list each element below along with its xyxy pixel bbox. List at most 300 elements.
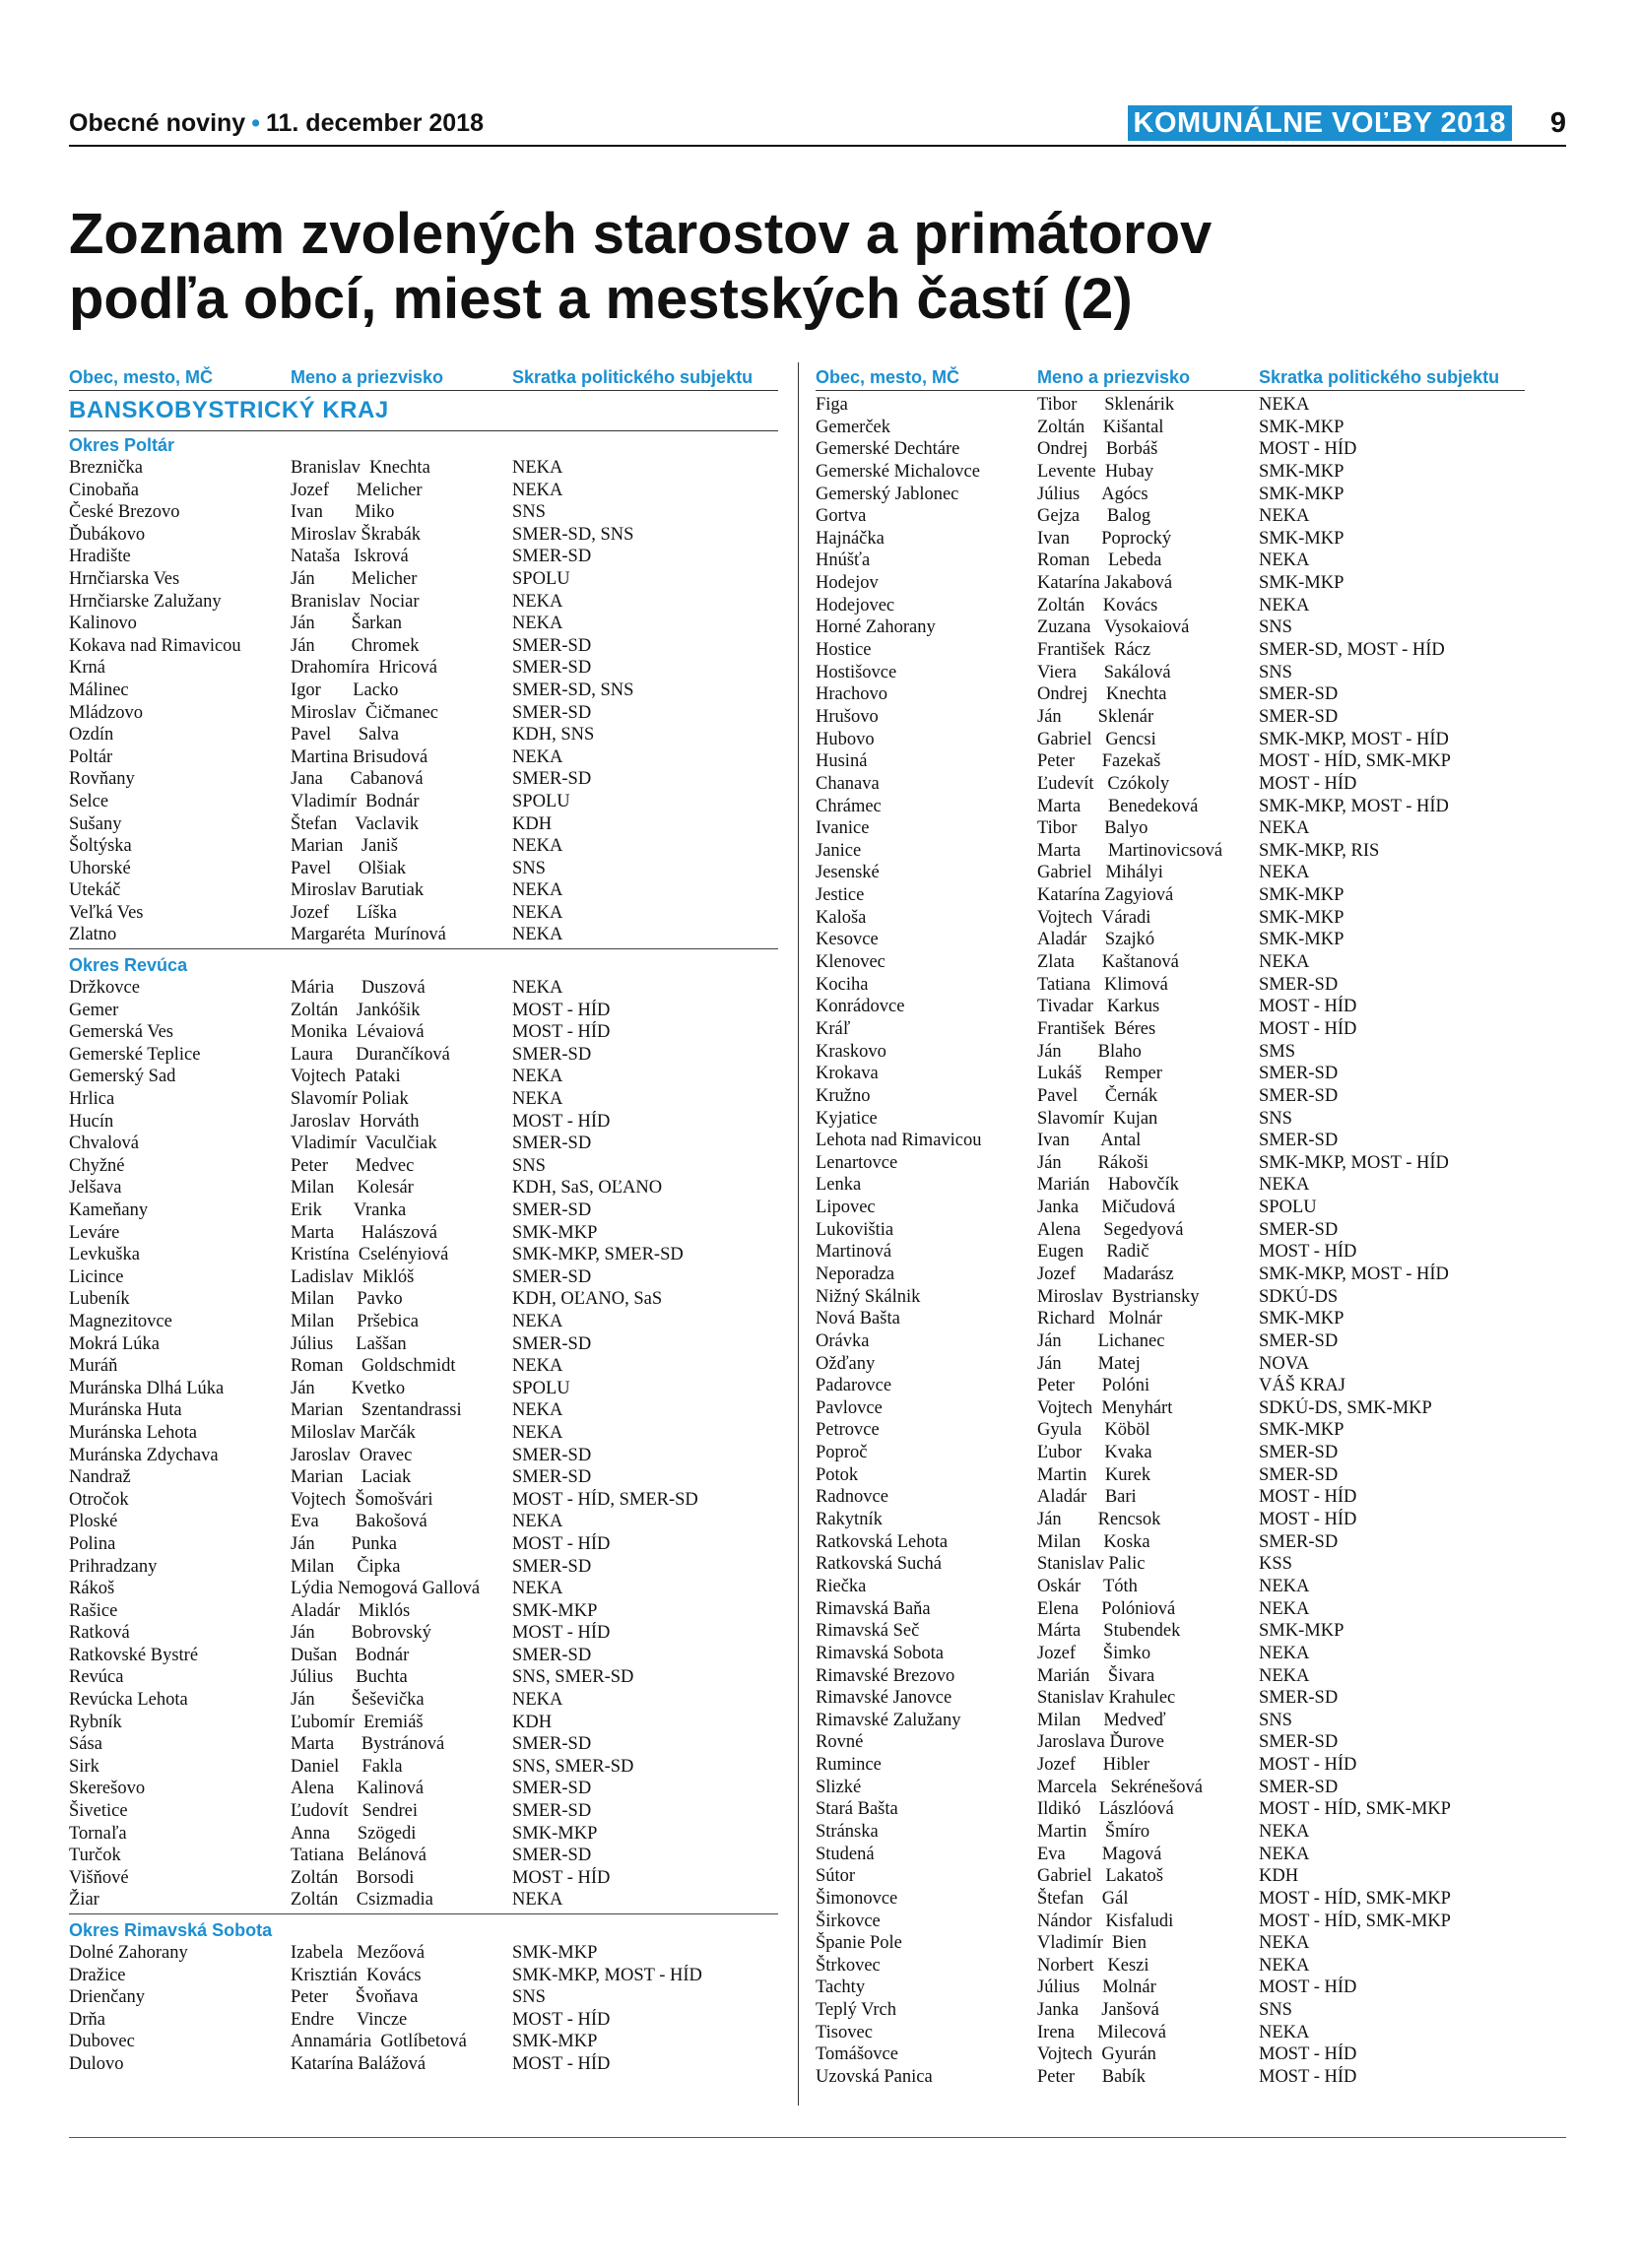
cell-obec: Levkuška bbox=[69, 1245, 140, 1265]
table-row bbox=[816, 1197, 1525, 1219]
title-line-2: podľa obcí, miest a mestských častí (2) bbox=[69, 267, 1133, 331]
table-row bbox=[816, 974, 1525, 997]
cell-skratka: SMK-MKP bbox=[512, 1600, 598, 1621]
table-row bbox=[69, 1578, 778, 1600]
table-row bbox=[816, 840, 1525, 863]
cell-meno: Zlata Kaštanová bbox=[1037, 952, 1179, 973]
cell-meno: Endre Vincze bbox=[291, 2009, 408, 2030]
table-row bbox=[816, 438, 1525, 461]
table-row bbox=[69, 1645, 778, 1667]
cell-obec: Hubovo bbox=[816, 729, 875, 749]
cell-obec: Lenartovce bbox=[816, 1152, 898, 1173]
table-row bbox=[69, 1266, 778, 1289]
table-row bbox=[69, 1000, 778, 1022]
table-row bbox=[816, 1397, 1525, 1420]
cell-meno: Ján Blaho bbox=[1037, 1041, 1142, 1062]
cell-meno: Martina Brisudová bbox=[291, 746, 428, 767]
cell-obec: Zlatno bbox=[69, 925, 117, 945]
cell-meno: Vladimír Bodnár bbox=[291, 791, 420, 811]
table-row bbox=[69, 1021, 778, 1044]
cell-skratka: NEKA bbox=[512, 1512, 563, 1532]
cell-skratka: SMER-SD bbox=[512, 769, 592, 790]
cell-obec: Husiná bbox=[816, 751, 868, 772]
table-row bbox=[69, 1942, 778, 1965]
table-row bbox=[816, 1754, 1525, 1777]
cell-meno: Katarína Jakabová bbox=[1037, 573, 1173, 594]
cell-obec: Slizké bbox=[816, 1777, 862, 1797]
cell-skratka: NEKA bbox=[512, 1579, 563, 1599]
table-row bbox=[69, 1533, 778, 1556]
cell-skratka: MOST - HÍD, SMK-MKP bbox=[1259, 1888, 1451, 1909]
table-row bbox=[816, 616, 1525, 639]
cell-obec: Rakytník bbox=[816, 1510, 883, 1530]
cell-skratka: SPOLU bbox=[512, 791, 570, 811]
cell-obec: Petrovce bbox=[816, 1420, 880, 1441]
cell-obec: Nižný Skálnik bbox=[816, 1286, 921, 1307]
table-row bbox=[816, 1643, 1525, 1665]
table-row bbox=[816, 1531, 1525, 1554]
table-row bbox=[69, 1311, 778, 1333]
table-row bbox=[69, 1199, 778, 1222]
table-row bbox=[816, 907, 1525, 930]
table-row bbox=[816, 773, 1525, 796]
cell-skratka: KDH bbox=[512, 813, 553, 834]
cell-skratka: SMER-SD bbox=[512, 1044, 592, 1065]
cell-meno: Ildikó Lászlóová bbox=[1037, 1799, 1174, 1820]
cell-obec: Nandraž bbox=[69, 1467, 131, 1488]
page-number: 9 bbox=[1549, 107, 1566, 139]
cell-skratka: MOST - HÍD bbox=[512, 1867, 611, 1888]
cell-meno: Roman Lebeda bbox=[1037, 551, 1162, 571]
left-column bbox=[69, 364, 778, 2082]
cell-meno: Ľubomír Eremiáš bbox=[291, 1712, 424, 1732]
cell-obec: Gemer bbox=[69, 1000, 119, 1020]
cell-meno: Martin Šmíro bbox=[1037, 1822, 1150, 1842]
cell-skratka: SMER-SD bbox=[1259, 1777, 1339, 1797]
cell-meno: Janka Janšová bbox=[1037, 2000, 1159, 2021]
table-row bbox=[69, 1823, 778, 1846]
table-row bbox=[69, 1800, 778, 1823]
table-row bbox=[816, 1553, 1525, 1576]
cell-obec: Prihradzany bbox=[69, 1556, 158, 1577]
district-group bbox=[69, 1918, 778, 2078]
header-obec-right: Obec, mesto, MČ bbox=[816, 367, 960, 387]
cell-meno: Slavomír Poliak bbox=[291, 1089, 409, 1110]
cell-obec: Klenovec bbox=[816, 952, 886, 973]
cell-meno: Irena Milecová bbox=[1037, 2022, 1166, 2042]
table-row bbox=[69, 1466, 778, 1489]
table-row bbox=[816, 1576, 1525, 1598]
cell-skratka: NEKA bbox=[512, 591, 563, 612]
header-meno: Meno a priezvisko bbox=[291, 367, 444, 387]
cell-obec: Rašice bbox=[69, 1600, 118, 1621]
cell-obec: Ďubákovo bbox=[69, 524, 146, 545]
table-row bbox=[69, 702, 778, 725]
cell-meno: Ivan Poprocký bbox=[1037, 528, 1172, 549]
cell-obec: Muránska Lehota bbox=[69, 1422, 197, 1443]
table-row bbox=[69, 1378, 778, 1400]
cell-skratka: MOST - HÍD bbox=[1259, 1487, 1357, 1508]
cell-meno: Jozef Hibler bbox=[1037, 1755, 1150, 1776]
cell-skratka: SMER-SD bbox=[512, 1266, 592, 1287]
cell-skratka: SPOLU bbox=[512, 568, 570, 589]
cell-skratka: MOST - HÍD bbox=[512, 1533, 611, 1554]
table-row bbox=[69, 1867, 778, 1890]
region-heading: BANSKOBYSTRICKÝ KRAJ bbox=[69, 391, 778, 431]
cell-skratka: NEKA bbox=[1259, 1598, 1310, 1619]
table-row bbox=[816, 796, 1525, 818]
cell-skratka: SMK-MKP bbox=[1259, 1621, 1345, 1642]
cell-meno: Aladár Szajkó bbox=[1037, 930, 1155, 950]
cell-obec: Sása bbox=[69, 1734, 102, 1755]
cell-skratka: NEKA bbox=[512, 1311, 563, 1331]
table-row bbox=[69, 1088, 778, 1111]
cell-skratka: MOST - HÍD bbox=[512, 1022, 611, 1043]
cell-meno: Anna Szögedi bbox=[291, 1823, 417, 1844]
cell-skratka: SNS, SMER-SD bbox=[512, 1667, 634, 1688]
cell-skratka: SMK-MKP, MOST - HÍD bbox=[1259, 796, 1449, 816]
cell-skratka: SMER-SD bbox=[512, 702, 592, 723]
cell-obec: Dubovec bbox=[69, 2032, 135, 2052]
district-heading: Okres Poltár bbox=[69, 435, 175, 455]
cell-meno: Margaréta Murínová bbox=[291, 925, 446, 945]
header-skratka: Skratka politického subjektu bbox=[512, 367, 754, 387]
table-row bbox=[816, 929, 1525, 951]
cell-skratka: MOST - HÍD bbox=[1259, 1018, 1357, 1039]
table-row bbox=[816, 461, 1525, 484]
cell-obec: Kesovce bbox=[816, 930, 879, 950]
cell-skratka: SMK-MKP bbox=[1259, 1309, 1345, 1329]
cell-obec: Sušany bbox=[69, 813, 122, 834]
table-row bbox=[816, 1308, 1525, 1330]
cell-skratka: NEKA bbox=[1259, 1643, 1310, 1663]
table-row bbox=[69, 1778, 778, 1800]
district-groups bbox=[69, 433, 778, 2078]
cell-skratka: SNS bbox=[1259, 1108, 1292, 1129]
cell-meno: Gabriel Gencsi bbox=[1037, 729, 1156, 749]
cell-skratka: NEKA bbox=[1259, 395, 1310, 415]
cell-obec: Ratkovské Bystré bbox=[69, 1645, 199, 1665]
cell-skratka: SMK-MKP, SMER-SD bbox=[512, 1245, 684, 1265]
cell-meno: Vladimír Bien bbox=[1037, 1933, 1147, 1954]
table-row bbox=[69, 613, 778, 635]
cell-obec: Hnúšťa bbox=[816, 551, 871, 571]
cell-obec: Magnezitovce bbox=[69, 1311, 172, 1331]
cell-meno: Miroslav Škrabák bbox=[291, 524, 422, 545]
cell-skratka: NEKA bbox=[1259, 1933, 1310, 1954]
cell-meno: František Béres bbox=[1037, 1018, 1156, 1039]
cell-skratka: SMK-MKP bbox=[512, 1943, 598, 1963]
cell-obec: Rovňany bbox=[69, 769, 135, 790]
cell-skratka: SMER-SD bbox=[512, 635, 592, 656]
table-row bbox=[816, 2022, 1525, 2044]
table-row bbox=[816, 1844, 1525, 1866]
cell-skratka: KDH, OĽANO, SaS bbox=[512, 1289, 663, 1310]
table-row bbox=[69, 568, 778, 591]
cell-obec: Breznička bbox=[69, 458, 143, 478]
table-row bbox=[816, 884, 1525, 907]
table-row bbox=[816, 1865, 1525, 1888]
cell-meno: Jaroslav Oravec bbox=[291, 1445, 413, 1465]
cell-obec: Ploské bbox=[69, 1512, 118, 1532]
table-row bbox=[816, 817, 1525, 840]
cell-obec: Padarovce bbox=[816, 1376, 892, 1396]
cell-meno: Alena Segedyová bbox=[1037, 1219, 1184, 1240]
cell-skratka: SMER-SD bbox=[1259, 1688, 1339, 1709]
table-row bbox=[69, 1422, 778, 1445]
cell-obec: Tornaľa bbox=[69, 1823, 127, 1844]
cell-skratka: MOST - HÍD bbox=[1259, 2044, 1357, 2065]
cell-skratka: SMS bbox=[1259, 1041, 1296, 1062]
cell-obec: Kaloša bbox=[816, 907, 867, 928]
cell-obec: Mokrá Lúka bbox=[69, 1333, 160, 1354]
table-row bbox=[816, 1798, 1525, 1821]
cell-obec: Málinec bbox=[69, 680, 129, 700]
cell-obec: Gemerské Dechtáre bbox=[816, 439, 960, 460]
cell-obec: Ozdín bbox=[69, 725, 114, 745]
table-row bbox=[69, 1712, 778, 1734]
cell-meno: Štefan Vaclavik bbox=[291, 813, 420, 834]
cell-meno: Tatiana Klimová bbox=[1037, 974, 1168, 995]
cell-skratka: NEKA bbox=[512, 1422, 563, 1443]
cell-skratka: SMER-SD bbox=[512, 1445, 592, 1465]
page-title bbox=[69, 202, 1566, 332]
cell-meno: Branislav Knechta bbox=[291, 458, 430, 478]
cell-meno: Ján Chromek bbox=[291, 635, 420, 656]
title-line-1: Zoznam zvolených starostov a primátorov bbox=[69, 202, 1213, 266]
cell-meno: Aladár Miklós bbox=[291, 1600, 411, 1621]
cell-meno: Ivan Miko bbox=[291, 502, 395, 523]
cell-skratka: NEKA bbox=[512, 614, 563, 634]
table-row bbox=[69, 546, 778, 568]
cell-meno: Marta Halászová bbox=[291, 1222, 437, 1243]
cell-meno: Slavomír Kujan bbox=[1037, 1108, 1158, 1129]
table-row bbox=[69, 1845, 778, 1867]
cell-obec: Cinobaňa bbox=[69, 480, 139, 500]
cell-obec: Lipovec bbox=[816, 1198, 876, 1218]
cell-obec: Rimavská Seč bbox=[816, 1621, 920, 1642]
cell-obec: Šimonovce bbox=[816, 1888, 898, 1909]
cell-obec: Tomášovce bbox=[816, 2044, 898, 2065]
cell-skratka: SMER-SD bbox=[512, 547, 592, 567]
cell-obec: Jelšava bbox=[69, 1178, 122, 1199]
cell-obec: Nová Bašta bbox=[816, 1309, 900, 1329]
cell-skratka: SNS bbox=[512, 1987, 546, 2008]
table-row bbox=[816, 505, 1525, 528]
cell-obec: Muránska Huta bbox=[69, 1400, 182, 1421]
table-row bbox=[69, 902, 778, 925]
table-row bbox=[816, 1264, 1525, 1286]
cell-skratka: SMER-SD, SNS bbox=[512, 680, 634, 700]
cell-obec: Držkovce bbox=[69, 978, 140, 999]
cell-skratka: SMK-MKP, MOST - HÍD bbox=[1259, 729, 1449, 749]
cell-obec: Radnovce bbox=[816, 1487, 888, 1508]
table-row bbox=[69, 977, 778, 1000]
cell-obec: Kraskovo bbox=[816, 1041, 886, 1062]
cell-skratka: SMK-MKP bbox=[1259, 573, 1345, 594]
cell-skratka: SMK-MKP bbox=[512, 1823, 598, 1844]
cell-meno: Július Molnár bbox=[1037, 1977, 1156, 1998]
cell-obec: Kráľ bbox=[816, 1018, 851, 1039]
cell-skratka: SMER-SD bbox=[512, 1200, 592, 1220]
column-divider bbox=[798, 362, 799, 2106]
header-obec: Obec, mesto, MČ bbox=[69, 367, 214, 387]
table-row bbox=[816, 1687, 1525, 1710]
cell-obec: Selce bbox=[69, 791, 109, 811]
cell-meno: Igor Lacko bbox=[291, 680, 399, 700]
cell-obec: Hostice bbox=[816, 640, 872, 661]
cell-skratka: SMK-MKP bbox=[512, 1222, 598, 1243]
cell-skratka: SNS bbox=[1259, 617, 1292, 638]
table-row bbox=[69, 879, 778, 902]
cell-obec: Drňa bbox=[69, 2009, 105, 2030]
table-row bbox=[69, 1445, 778, 1467]
cell-obec: Turčok bbox=[69, 1846, 121, 1866]
table-row bbox=[816, 1486, 1525, 1509]
cell-obec: Polina bbox=[69, 1533, 116, 1554]
table-row bbox=[816, 1955, 1525, 1977]
cell-skratka: NEKA bbox=[512, 836, 563, 857]
cell-skratka: MOST - HÍD bbox=[512, 2053, 611, 2074]
table-row bbox=[816, 639, 1525, 662]
table-row bbox=[69, 1600, 778, 1623]
cell-meno: Drahomíra Hricová bbox=[291, 658, 437, 679]
table-row bbox=[69, 1489, 778, 1512]
cell-meno: Milan Kolesár bbox=[291, 1178, 414, 1199]
section-badge: KOMUNÁLNE VOĽBY 2018 bbox=[1128, 105, 1513, 141]
table-row bbox=[816, 1241, 1525, 1264]
table-row bbox=[816, 394, 1525, 417]
table-row bbox=[69, 501, 778, 524]
cell-skratka: NEKA bbox=[512, 880, 563, 901]
cell-obec: Rumince bbox=[816, 1755, 882, 1776]
cell-obec: Gemerské Michalovce bbox=[816, 461, 980, 482]
cell-meno: Július Buchta bbox=[291, 1667, 408, 1688]
cell-obec: Riečka bbox=[816, 1576, 867, 1596]
cell-obec: Dulovo bbox=[69, 2053, 124, 2074]
cell-meno: Annamária Gotlíbetová bbox=[291, 2032, 467, 2052]
cell-skratka: KDH, SNS bbox=[512, 725, 595, 745]
cell-skratka: SMER-SD bbox=[1259, 1085, 1339, 1106]
cell-obec: Lukovištia bbox=[816, 1219, 894, 1240]
cell-meno: Alena Kalinová bbox=[291, 1779, 425, 1799]
cell-meno: Ján Melicher bbox=[291, 568, 418, 589]
cell-meno: Stanislav Palic bbox=[1037, 1554, 1146, 1575]
table-row bbox=[816, 706, 1525, 729]
table-row bbox=[69, 746, 778, 769]
cell-meno: Ján Bobrovský bbox=[291, 1623, 431, 1644]
table-row bbox=[69, 635, 778, 658]
cell-skratka: MOST - HÍD, SMK-MKP bbox=[1259, 1799, 1451, 1820]
cell-meno: Marcela Sekrénešová bbox=[1037, 1777, 1203, 1797]
cell-meno: Vojtech Váradi bbox=[1037, 907, 1151, 928]
cell-meno: Gyula Köböl bbox=[1037, 1420, 1150, 1441]
cell-skratka: SMER-SD bbox=[512, 1779, 592, 1799]
cell-meno: Miroslav Bystriansky bbox=[1037, 1286, 1200, 1307]
cell-skratka: NEKA bbox=[512, 1690, 563, 1711]
cell-meno: Ondrej Knechta bbox=[1037, 684, 1167, 705]
cell-meno: Peter Švoňava bbox=[291, 1987, 419, 2008]
table-row bbox=[816, 1286, 1525, 1309]
cell-skratka: NOVA bbox=[1259, 1353, 1310, 1374]
cell-skratka: VÁŠ KRAJ bbox=[1259, 1376, 1345, 1396]
cell-skratka: SPOLU bbox=[512, 1378, 570, 1398]
cell-meno: Erik Vranka bbox=[291, 1200, 407, 1220]
cell-obec: Rimavská Sobota bbox=[816, 1643, 945, 1663]
cell-obec: Skerešovo bbox=[69, 1779, 146, 1799]
cell-skratka: SMER-SD bbox=[1259, 1330, 1339, 1351]
cell-meno: Stanislav Krahulec bbox=[1037, 1688, 1176, 1709]
cell-obec: České Brezovo bbox=[69, 502, 180, 523]
table-row bbox=[69, 791, 778, 813]
cell-obec: Sirk bbox=[69, 1756, 99, 1777]
cell-skratka: SMK-MKP, RIS bbox=[1259, 840, 1380, 861]
cell-meno: Jana Cabanová bbox=[291, 769, 424, 790]
cell-obec: Hostišovce bbox=[816, 662, 897, 682]
cell-obec: Chyžné bbox=[69, 1155, 125, 1176]
cell-skratka: NEKA bbox=[512, 1890, 563, 1911]
cell-meno: Nataša Iskrová bbox=[291, 547, 409, 567]
cell-meno: Norbert Keszi bbox=[1037, 1955, 1149, 1976]
table-row bbox=[69, 813, 778, 836]
cell-meno: Ján Rencsok bbox=[1037, 1510, 1161, 1530]
cell-skratka: NEKA bbox=[512, 925, 563, 945]
cell-obec: Hucín bbox=[69, 1111, 114, 1132]
cell-skratka: NEKA bbox=[512, 902, 563, 923]
cell-skratka: SNS bbox=[512, 858, 546, 878]
table-row bbox=[69, 524, 778, 547]
cell-skratka: MOST - HÍD bbox=[1259, 997, 1357, 1017]
cell-obec: Hrlica bbox=[69, 1089, 115, 1110]
table-row bbox=[69, 1889, 778, 1912]
cell-obec: Chrámec bbox=[816, 796, 882, 816]
cell-obec: Stránska bbox=[816, 1822, 879, 1842]
table-row bbox=[69, 1044, 778, 1067]
cell-obec: Muránska Dlhá Lúka bbox=[69, 1378, 225, 1398]
publication-line bbox=[69, 103, 484, 143]
cell-meno: Zoltán Kovács bbox=[1037, 595, 1158, 616]
table-row bbox=[816, 1509, 1525, 1531]
cell-meno: Tatiana Belánová bbox=[291, 1846, 426, 1866]
cell-obec: Leváre bbox=[69, 1222, 120, 1243]
cell-skratka: NEKA bbox=[1259, 1955, 1310, 1976]
cell-skratka: SMER-SD bbox=[512, 1134, 592, 1154]
table-row bbox=[69, 1689, 778, 1712]
cell-meno: Pavel Salva bbox=[291, 725, 399, 745]
cell-meno: Ľubor Kvaka bbox=[1037, 1443, 1152, 1463]
cell-meno: Viera Sakálová bbox=[1037, 662, 1171, 682]
cell-meno: Branislav Nociar bbox=[291, 591, 420, 612]
cell-obec: Martinová bbox=[816, 1242, 892, 1263]
cell-skratka: SMER-SD bbox=[1259, 706, 1339, 727]
table-row bbox=[816, 1152, 1525, 1175]
cell-skratka: SMER-SD bbox=[1259, 1464, 1339, 1485]
table-row bbox=[69, 768, 778, 791]
cell-skratka: NEKA bbox=[1259, 551, 1310, 571]
cell-meno: Eva Magová bbox=[1037, 1844, 1162, 1864]
table-row bbox=[69, 1155, 778, 1178]
cell-meno: Richard Molnár bbox=[1037, 1309, 1162, 1329]
cell-skratka: NEKA bbox=[512, 1067, 563, 1087]
cell-meno: Ján Šeševička bbox=[291, 1690, 425, 1711]
cell-obec: Gemerská Ves bbox=[69, 1022, 174, 1043]
table-row bbox=[69, 1399, 778, 1422]
cell-skratka: SMER-SD bbox=[512, 1645, 592, 1665]
table-row bbox=[69, 1355, 778, 1378]
district-heading: Okres Revúca bbox=[69, 955, 188, 976]
cell-obec: Revúca bbox=[69, 1667, 124, 1688]
cell-skratka: SMER-SD bbox=[512, 658, 592, 679]
